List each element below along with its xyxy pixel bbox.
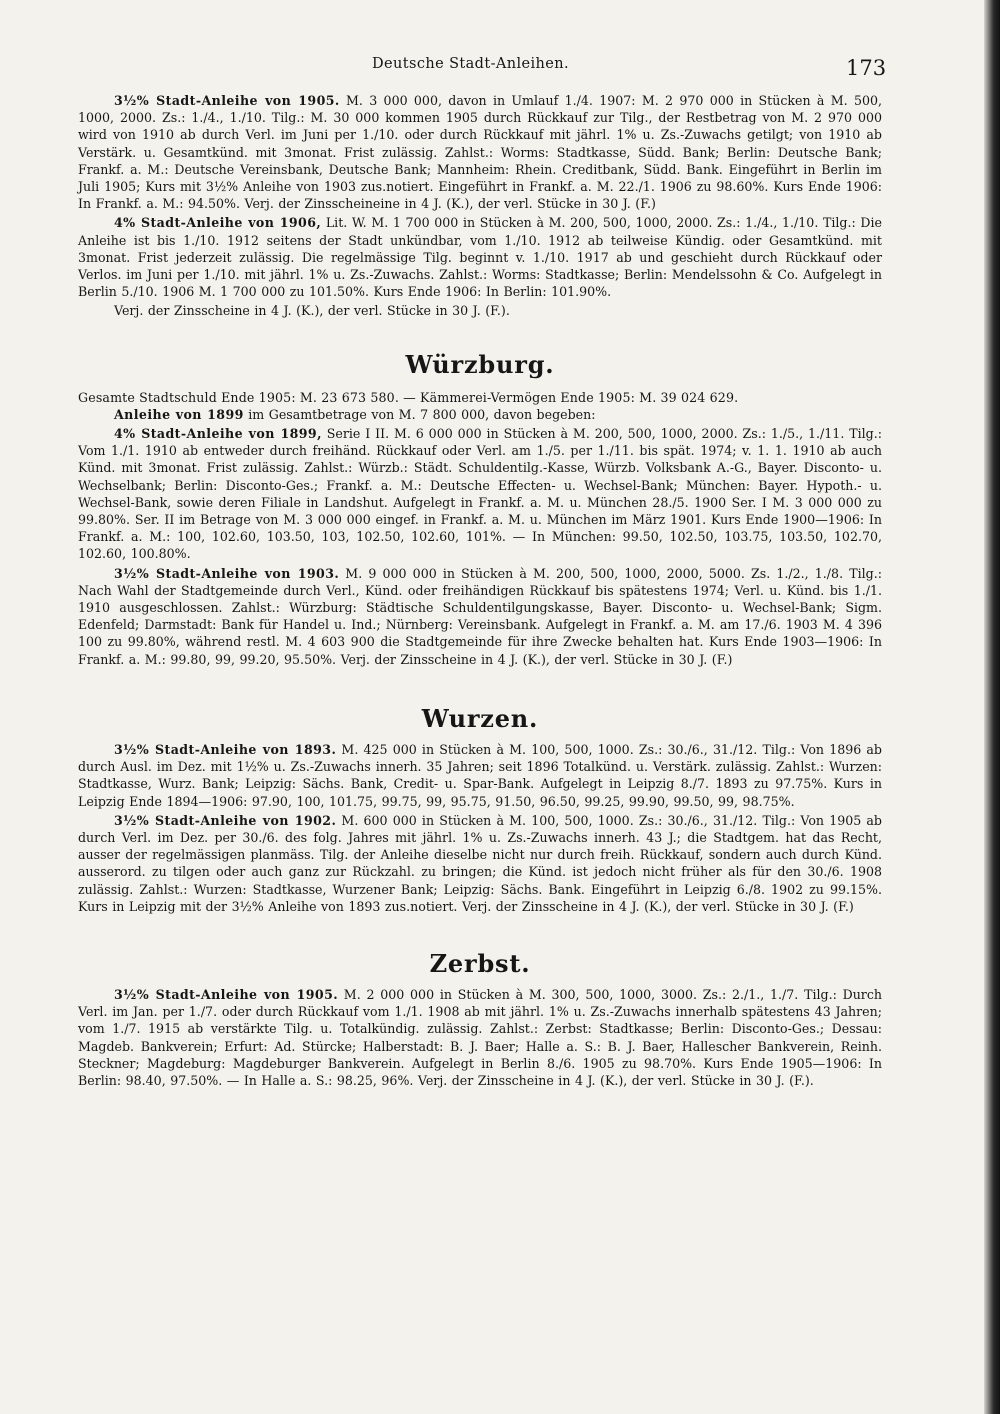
entry-worms-1905: [78, 92, 882, 212]
page-number: 173: [846, 56, 887, 80]
entry-title: 4% Stadt-Anleihe von 1899,: [114, 426, 322, 442]
entry-text: M. 2 000 000 in Stücken à M. 300, 500, 1000, 3000. Zs.: 2./1., 1./7. Tilg.: Durch Verl. im Jan. per 1./7. oder durch Rückkauf vom 1./1. 1908 ab mit jährl. 1% u. Zs.-Zuwachs innerhalb spätestens 43 Jahren; vom 1./7. 1915 ab verstärkte Tilg. u. Totalkündig. zulässig. Zahlst.: Zerbst: Stadtkasse; Berlin: Disconto-Ges.; Dessau: Magdeb. Bankverein; Erfurt: Ad. Stürcke; Halberstadt: B. J. Baer; Halle a. S.: B. J. Baer, Hallescher Bankverein, Reinh. Steckner; Magdeburg: Magdeburger Bankverein. Aufgelegt in Berlin 8./6. 1905 zu 98.70%. Kurs Ende 1905—1906: In Berlin: 98.40, 97.50%. — In Halle a. S.: 98.25, 96%. Verj. der Zinsscheine in 4 J. (K.), der verl. Stücke in 30 J. (F.).: [78, 986, 882, 1088]
city-summary-wuerzburg: Gesamte Stadtschuld Ende 1905: M. 23 673 580. — Kämmerei-Vermögen Ende 1905: M. 39 024 629.: [78, 389, 739, 405]
city-heading-zerbst: Zerbst.: [429, 948, 531, 978]
running-head: Deutsche Stadt-Anleihen.: [372, 56, 570, 72]
entry-text: Serie I II. M. 6 000 000 in Stücken à M. 200, 500, 1000, 2000. Zs.: 1./5., 1./11. Tilg.: Vom 1./1. 1910 ab entweder durch freihänd. Rückkauf oder Verl. am 1./5. per 1./11. bis spät. 1974; v. 1. 1. 1910 ab auch Künd. mit 3monat. Frist zulässig. Zahlst.: Würzb.: Städt. Schuldentilg.-Kasse, Würzb. Volksbank A.-G., Bayer. Disconto- u. Wechselbank; Berlin: Disconto-Ges.; Frankf. a. M.: Deutsche Effecten- u. Wechsel-Bank; München: Bayer. Hypoth.- u. Wechsel-Bank, sowie deren Filiale in Landshut. Aufgelegt in Frankf. a. M. u. München 28./5. 1900 Ser. I M. 3 000 000 zu 99.80%. Ser. II im Betrage von M. 3 000 000 eingef. in Frankf. a. M. u. München im März 1901. Kurs Ende 1900—1906: In Frankf. a. M.: 100, 102.60, 103.50, 103, 102.50, 102.60, 101%. — In München: 99.50, 102.50, 103.75, 103.50, 102.70, 102.60, 100.80%.: [78, 426, 882, 562]
entry-wuerzburg-1899: [78, 406, 882, 423]
page-edge-shadow: [984, 0, 1000, 1414]
entry-worms-1906: [78, 214, 882, 300]
entry-worms-verj: [78, 302, 882, 319]
entry-title: 3½% Stadt-Anleihe von 1903.: [114, 565, 340, 581]
entry-title: Anleihe von 1899: [114, 406, 244, 422]
entry-wurzen-1902: [78, 812, 882, 915]
entry-zerbst-1905: [78, 986, 882, 1089]
entry-text: Lit. W. M. 1 700 000 in Stücken à M. 200, 500, 1000, 2000. Zs.: 1./4., 1./10. Tilg.: Die Anleihe ist bis 1./10. 1912 seitens der Stadt unkündbar, vom 1./10. 1912 ab teilweise Kündig. oder Gesamtkünd. mit 3monat. Frist jederzeit zulässig. Die regelmässige Tilg. beginnt v. 1./10. 1917 ab und geschieht durch Rückkauf oder Verlos. im Juni per 1./10. mit jährl. 1% u. Zs.-Zuwachs. Zahlst.: Worms: Stadtkasse; Berlin: Mendelssohn & Co. Aufgelegt in Berlin 5./10. 1906 M. 1 700 000 zu 101.50%. Kurs Ende 1906: In Berlin: 101.90%.: [78, 215, 882, 300]
entry-title: 3½% Stadt-Anleihe von 1905.: [114, 93, 340, 108]
entry-wuerzburg-1899-4pct: [78, 425, 882, 563]
city-heading-wuerzburg: Würzburg.: [405, 349, 555, 379]
entry-title: 4% Stadt-Anleihe von 1906,: [114, 215, 322, 231]
entry-title: 3½% Stadt-Anleihe von 1902.: [114, 812, 337, 828]
city-heading-wurzen: Wurzen.: [421, 703, 539, 733]
entry-text: M. 9 000 000 in Stücken à M. 200, 500, 1000, 2000, 5000. Zs. 1./2., 1./8. Tilg.: Nach Wahl der Stadtgemeinde durch Verl., Künd. oder freihändigen Rückkauf bis spätestens 1974; Verl. u. Künd. bis 1./1. 1910 ausgeschlossen. Zahlst.: Würzburg: Städtische Schuldentilgungskasse, Bayer. Disconto- u. Wechsel-Bank; Sigm. Edenfeld; Darmstadt: Bank für Handel u. Ind.; Nürnberg: Vereinsbank. Aufgelegt in Frankf. a. M. am 17./6. 1903 M. 4 396 100 zu 99.80%, während restl. M. 4 603 900 die Stadtgemeinde für ihre Zwecke behalten hat. Kurs Ende 1903—1906: In Frankf. a. M.: 99.80, 99, 99.20, 95.50%. Verj. der Zinsscheine in 4 J. (K.), der verl. Stücke in 30 J. (F.): [78, 565, 882, 667]
entry-text: M. 425 000 in Stücken à M. 100, 500, 1000. Zs.: 30./6., 31./12. Tilg.: Von 1896 ab durch Ausl. im Dez. mit 1½% u. Zs.-Zuwachs innerh. 35 Jahren; seit 1896 Totalkünd. u. Verstärk. zulässig. Zahlst.: Wurzen: Stadtkasse, Wurz. Bank; Leipzig: Sächs. Bank, Credit- u. Spar-Bank. Aufgelegt in Leipzig 8./7. 1893 zu 97.75%. Kurs in Leipzig Ende 1894—1906: 97.90, 100, 101.75, 99.75, 99, 95.75, 91.50, 96.50, 99.25, 99.90, 99.50, 99, 98.75%.: [78, 741, 882, 809]
entry-text: Verj. der Zinsscheine in 4 J. (K.), der verl. Stücke in 30 J. (F.).: [114, 303, 510, 319]
entry-wurzen-1893: [78, 741, 882, 810]
entry-text: M. 3 000 000, davon in Umlauf 1./4. 1907: M. 2 970 000 in Stücken à M. 500, 1000, 2000. Zs.: 1./4., 1./10. Tilg.: M. 30 000 kommen 1905 durch Rückkauf zur Tilg., der Restbetrag von M. 2 970 000 wird von 1910 ab durch Verl. im Juni per 1./10. oder durch Rückkauf mit jährl. 1% u. Zs.-Zuwachs getilgt; von 1910 ab Verstärk. u. Gesamtkünd. mit 3monat. Frist zulässig. Zahlst.: Worms: Stadtkasse, Südd. Bank; Berlin: Deutsche Bank; Frankf. a. M.: Deutsche Vereinsbank, Deutsche Bank; Mannheim: Rhein. Creditbank, Südd. Bank. Eingeführt in Berlin im Juli 1905; Kurs mit 3½% Anleihe von 1903 zus.notiert. Eingeführt in Frankf. a. M. 22./1. 1906 zu 98.60%. Kurs Ende 1906: In Frankf. a. M.: 94.50%. Verj. der Zinsscheineine in 4 J. (K.), der verl. Stücke in 30 J. (F.): [78, 93, 882, 212]
entry-title: 3½% Stadt-Anleihe von 1893.: [114, 741, 337, 757]
entry-wuerzburg-1903: [78, 565, 882, 668]
entry-text: M. 600 000 in Stücken à M. 100, 500, 1000. Zs.: 30./6., 31./12. Tilg.: Von 1905 ab durch Verl. im Dez. per 30./6. des folg. Jahres mit jährl. 1% u. Zs.-Zuwachs innerh. 43 J.; die Stadtgem. hat das Recht, ausser der regelmässigen planmäss. Tilg. der Anleihe dieselbe nicht nur durch freih. Rückkauf, sondern auch durch Künd. ausserord. zu tilgen oder auch ganz zur Rückzahl. zu bringen; die Künd. ist jedoch nicht früher als für den 30./6. 1908 zulässig. Zahlst.: Wurzen: Stadtkasse, Wurzener Bank; Leipzig: Sächs. Bank. Eingeführt in Leipzig 6./8. 1902 zu 99.15%. Kurs in Leipzig mit der 3½% Anleihe von 1893 zus.notiert. Verj. der Zinsscheine in 4 J. (K.), der verl. Stücke in 30 J. (F.): [78, 812, 882, 914]
page-content: [78, 92, 882, 1091]
entry-text: im Gesamtbetrage von M. 7 800 000, davon begeben:: [243, 406, 596, 422]
entry-title: 3½% Stadt-Anleihe von 1905.: [114, 986, 339, 1002]
